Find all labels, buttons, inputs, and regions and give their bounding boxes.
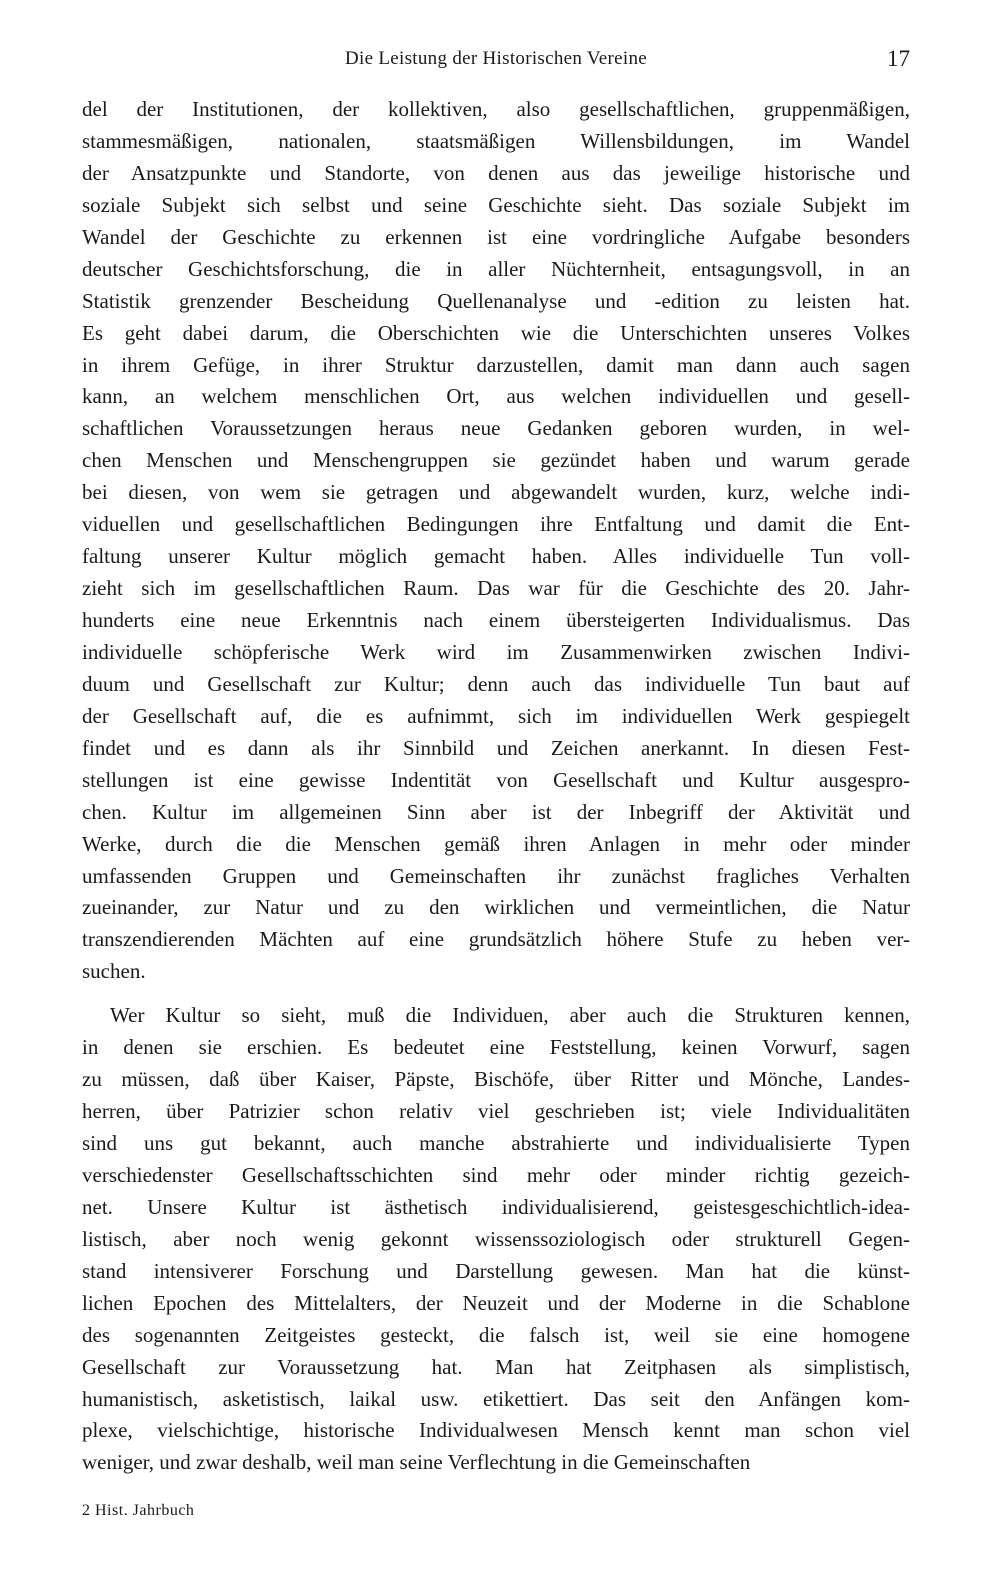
text-line: weniger, und zwar deshalb, weil man seine Verflechtung in die Gemeinschaften [82, 1450, 751, 1475]
text-line: hunderts eine neue Erkenntnis nach einem übersteigerten Individualismus. Das [82, 608, 910, 632]
text-line: in ihrem Gefüge, in ihrer Struktur darzustellen, damit man dann auch sagen [82, 352, 910, 377]
text-line: individuelle schöpferische Werk wird im Zusammenwirken zwischen Indivi- [82, 639, 910, 664]
text-line: lichen Epochen des Mittelalters, der Neuzeit und der Moderne in die Schablone [82, 1290, 910, 1315]
text-line: stand intensiverer Forschung und Darstellung gewesen. Man hat die künst- [82, 1258, 910, 1283]
text-line: zu müssen, daß über Kaiser, Päpste, Bischöfe, über Ritter und Mönche, Landes- [82, 1067, 910, 1092]
text-line: humanistisch, asketistisch, laikal usw. etikettiert. Das seit den Anfängen kom- [82, 1386, 910, 1411]
text-line: zueinander, zur Natur und zu den wirklichen und vermeintlichen, die Natur [82, 895, 910, 920]
text-line: sind uns gut bekannt, auch manche abstrahierte und individualisierte Typen [82, 1131, 910, 1155]
running-title: Die Leistung der Historischen Vereine [345, 48, 647, 69]
text-line: chen. Kultur im allgemeinen Sinn aber ist der Inbegriff der Aktivität und [82, 799, 910, 824]
text-line: viduellen und gesellschaftlichen Bedingungen ihre Entfaltung und damit die Ent- [82, 512, 910, 537]
text-line: duum und Gesellschaft zur Kultur; denn auch das individuelle Tun baut auf [82, 671, 910, 696]
text-line: Gesellschaft zur Voraussetzung hat. Man hat Zeitphasen als simplistisch, [82, 1354, 910, 1379]
text-line: suchen. [82, 959, 146, 984]
text-line: faltung unserer Kultur möglich gemacht haben. Alles individuelle Tun voll- [82, 544, 910, 569]
text-line: stammesmäßigen, nationalen, staatsmäßigen Willensbildungen, im Wandel [82, 128, 910, 153]
text-line: herren, über Patrizier schon relativ viel geschrieben ist; viele Individualitäten [82, 1099, 910, 1124]
signature-mark: 2 Hist. Jahrbuch [82, 1502, 195, 1519]
text-line: plexe, vielschichtige, historische Individualwesen Mensch kennt man schon viel [82, 1418, 910, 1443]
text-line: verschiedenster Gesellschaftsschichten sind mehr oder minder richtig gezeich- [82, 1162, 910, 1187]
text-line: del der Institutionen, der kollektiven, also gesellschaftlichen, gruppenmäßigen, [82, 97, 910, 121]
text-line: Statistik grenzender Bescheidung Quellenanalyse und -edition zu leisten hat. [82, 288, 910, 313]
text-line: Wer Kultur so sieht, muß die Individuen, aber auch die Strukturen kennen, [110, 1003, 910, 1028]
body-text [82, 94, 910, 1479]
text-line: Wandel der Geschichte zu erkennen ist eine vordringliche Aufgabe besonders [82, 224, 910, 249]
paragraph [82, 1000, 910, 1479]
text-line: schaftlichen Voraussetzungen heraus neue Gedanken geboren wurden, in wel- [82, 416, 910, 441]
page-number: 17 [887, 46, 910, 71]
text-line: der Gesellschaft auf, die es aufnimmt, sich im individuellen Werk gespiegelt [82, 703, 910, 728]
text-line: in denen sie erschien. Es bedeutet eine Feststellung, keinen Vorwurf, sagen [82, 1035, 910, 1060]
text-line: der Ansatzpunkte und Standorte, von denen aus das jeweilige historische und [82, 160, 910, 185]
paragraph [82, 94, 910, 988]
text-line: listisch, aber noch wenig gekonnt wissenssoziologisch oder strukturell Gegen- [82, 1226, 910, 1251]
text-line: stellungen ist eine gewisse Indentität von Gesellschaft und Kultur ausgespro- [82, 767, 910, 792]
running-head [82, 46, 910, 76]
text-line: transzendierenden Mächten auf eine grundsätzlich höhere Stufe zu heben ver- [82, 927, 910, 952]
text-line: Werke, durch die die Menschen gemäß ihren Anlagen in mehr oder minder [82, 831, 910, 856]
text-line: net. Unsere Kultur ist ästhetisch individualisierend, geistesgeschichtlich-idea- [82, 1194, 910, 1219]
text-line: findet und es dann als ihr Sinnbild und Zeichen anerkannt. In diesen Fest- [82, 735, 910, 760]
text-line: Es geht dabei darum, die Oberschichten wie die Unterschichten unseres Volkes [82, 320, 910, 345]
text-line: umfassenden Gruppen und Gemeinschaften ihr zunächst fragliches Verhalten [82, 863, 910, 888]
text-line: zieht sich im gesellschaftlichen Raum. Das war für die Geschichte des 20. Jahr- [82, 576, 910, 601]
text-line: soziale Subjekt sich selbst und seine Geschichte sieht. Das soziale Subjekt im [82, 192, 910, 217]
text-line: des sogenannten Zeitgeistes gesteckt, die falsch ist, weil sie eine homogene [82, 1322, 910, 1347]
text-line: chen Menschen und Menschengruppen sie gezündet haben und warum gerade [82, 448, 910, 473]
text-line: bei diesen, von wem sie getragen und abgewandelt wurden, kurz, welche indi- [82, 480, 910, 505]
text-line: deutscher Geschichtsforschung, die in aller Nüchternheit, entsagungsvoll, in an [82, 256, 910, 281]
text-line: kann, an welchem menschlichen Ort, aus welchen individuellen und gesell- [82, 384, 910, 409]
